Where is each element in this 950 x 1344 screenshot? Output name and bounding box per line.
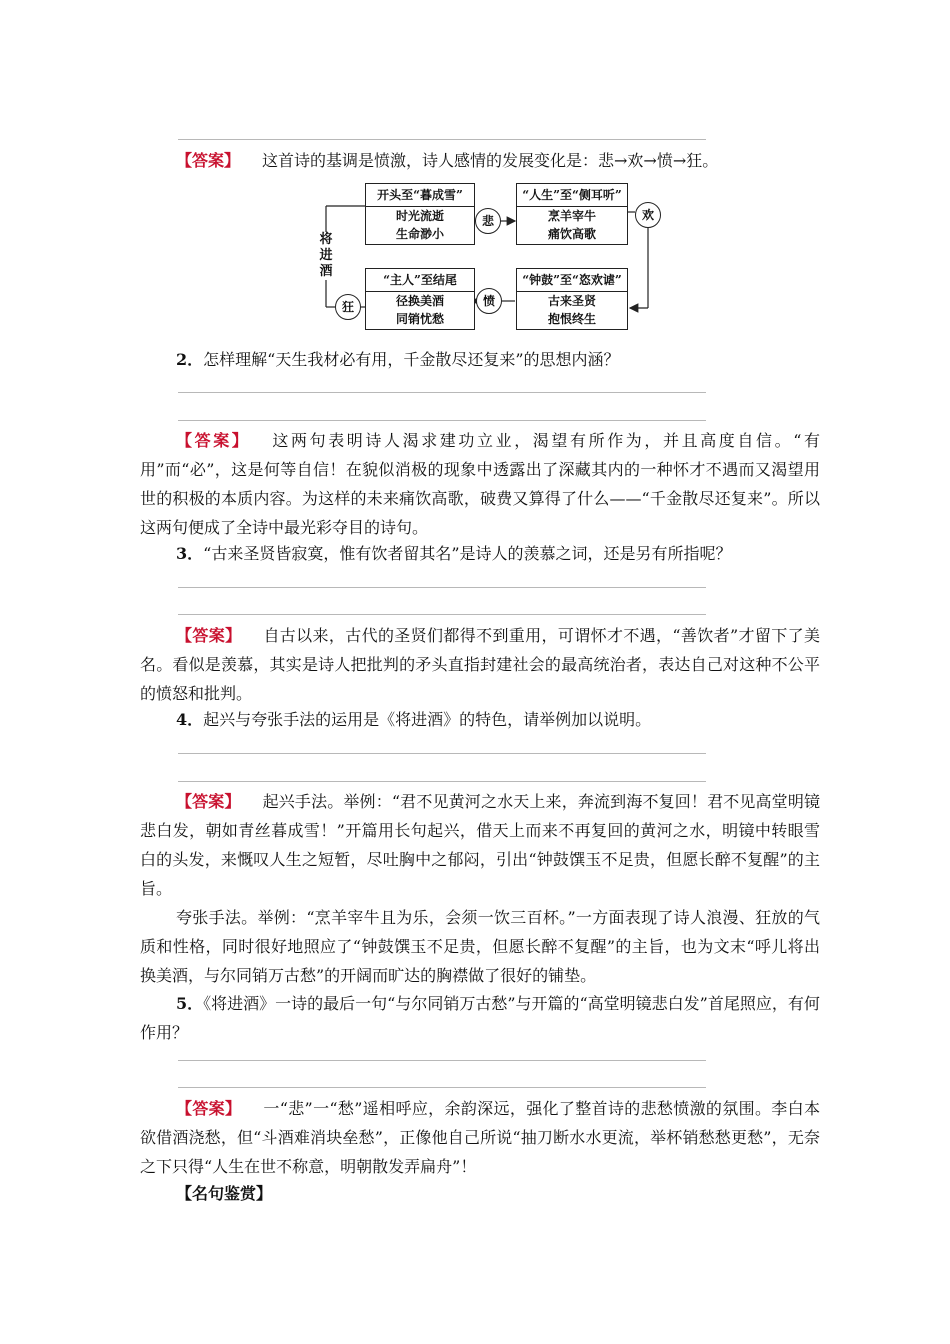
famous-lines-heading: 【名句鉴赏】: [176, 1184, 273, 1203]
answer-line: [178, 139, 706, 140]
q3-answer: 【答案】 自古以来，古代的圣贤们都得不到重用，可谓怀才不遇，“善饮者”才留下了美名。看似是羡慕，其实是诗人把批判的矛头直指封建社会的最高统治者，表达自己对这种不公平的愤怒和批判。: [140, 626, 820, 703]
answer-line: [178, 614, 706, 615]
box-zhonggu: “钟鼓”至“恣欢谑” 古来圣贤 抱恨终生: [516, 268, 628, 330]
answer-line: [178, 587, 706, 588]
q4-question: 4．起兴与夸张手法的运用是《将进酒》的特色，请举例加以说明。: [176, 710, 652, 729]
q4-answer-part2: 夸张手法。举例：“烹羊宰牛且为乐，会须一饮三百杯。”一方面表现了诗人浪漫、狂放的气质和性格，同时很好地照应了“钟鼓馔玉不足贵，但愿长醉不复醒”的主旨，也为文末“呼儿将出换美酒，与尔同销万古愁”的开阔而旷达的胸襟做了很好的铺垫。: [140, 908, 820, 985]
answer-line: [178, 392, 706, 393]
q2-answer: 【答案】 这两句表明诗人渴求建功立业，渴望有所作为，并且高度自信。“有用”而“必”，这是何等自信！在貌似消极的现象中透露出了深藏其内的一种怀才不遇而又渴望用世的积极的本质内容。为这样的未来痛饮高歌，破费又算得了什么——“千金散尽还复来”。所以这两句便成了全诗中最光彩夺目的诗句。: [140, 431, 820, 537]
box-zhuren: “主人”至结尾 径换美酒 同销忧愁: [365, 268, 475, 330]
q4-answer: 【答案】 起兴手法。举例：“君不见黄河之水天上来，奔流到海不复回！君不见高堂明镜悲白发，朝如青丝暮成雪！”开篇用长句起兴，借天上而来不再复回的黄河之水，明镜中转眼雪白的头发，来慨叹人生之短暂，尽吐胸中之郁闷，引出“钟鼓馔玉不足贵，但愿长醉不复醒”的主旨。: [140, 792, 820, 898]
emotion-flow-diagram: [310, 176, 670, 338]
q5-question: 5．《将进酒》一诗的最后一句“与尔同销万古愁”与开篇的“高堂明镜悲白发”首尾照应，有何作用？: [140, 994, 820, 1042]
q1-answer-text: 这首诗的基调是愤激，诗人感情的发展变化是：悲→欢→愤→狂。: [262, 151, 719, 170]
box-opening: 开头至“暮成雪” 时光流逝 生命渺小: [365, 183, 475, 245]
circle-fen: 愤: [476, 288, 502, 314]
answer-tag: 【答案】: [176, 151, 241, 170]
poem-title-vertical: 将 进 酒: [319, 232, 333, 279]
circle-kuang: 狂: [335, 294, 361, 320]
circle-bei: 悲: [475, 208, 501, 234]
answer-line: [178, 1087, 706, 1088]
answer-line: [178, 420, 706, 421]
answer-line: [178, 1060, 706, 1061]
answer-line: [178, 753, 706, 754]
box-opening-head: 开头至“暮成雪”: [366, 184, 474, 207]
box-rensheng: “人生”至“侧耳听” 烹羊宰牛 痛饮高歌: [516, 183, 628, 245]
q3-question: 3．“古来圣贤皆寂寞，惟有饮者留其名”是诗人的羡慕之词，还是另有所指呢？: [176, 544, 732, 563]
circle-huan: 欢: [635, 202, 661, 228]
answer-line: [178, 781, 706, 782]
q2-question: 2．怎样理解“天生我材必有用，千金散尽还复来”的思想内涵？: [176, 350, 620, 369]
q5-answer: 【答案】 一“悲”一“愁”遥相呼应，余韵深远，强化了整首诗的悲愁愤激的氛围。李白本欲借酒浇愁，但“斗酒难消块垒愁”，正像他自己所说“抽刀断水水更流，举杯销愁愁更愁”，无奈之下只得“人生在世不称意，明朝散发弄扁舟”！: [140, 1099, 820, 1176]
q1-answer: [140, 146, 820, 175]
